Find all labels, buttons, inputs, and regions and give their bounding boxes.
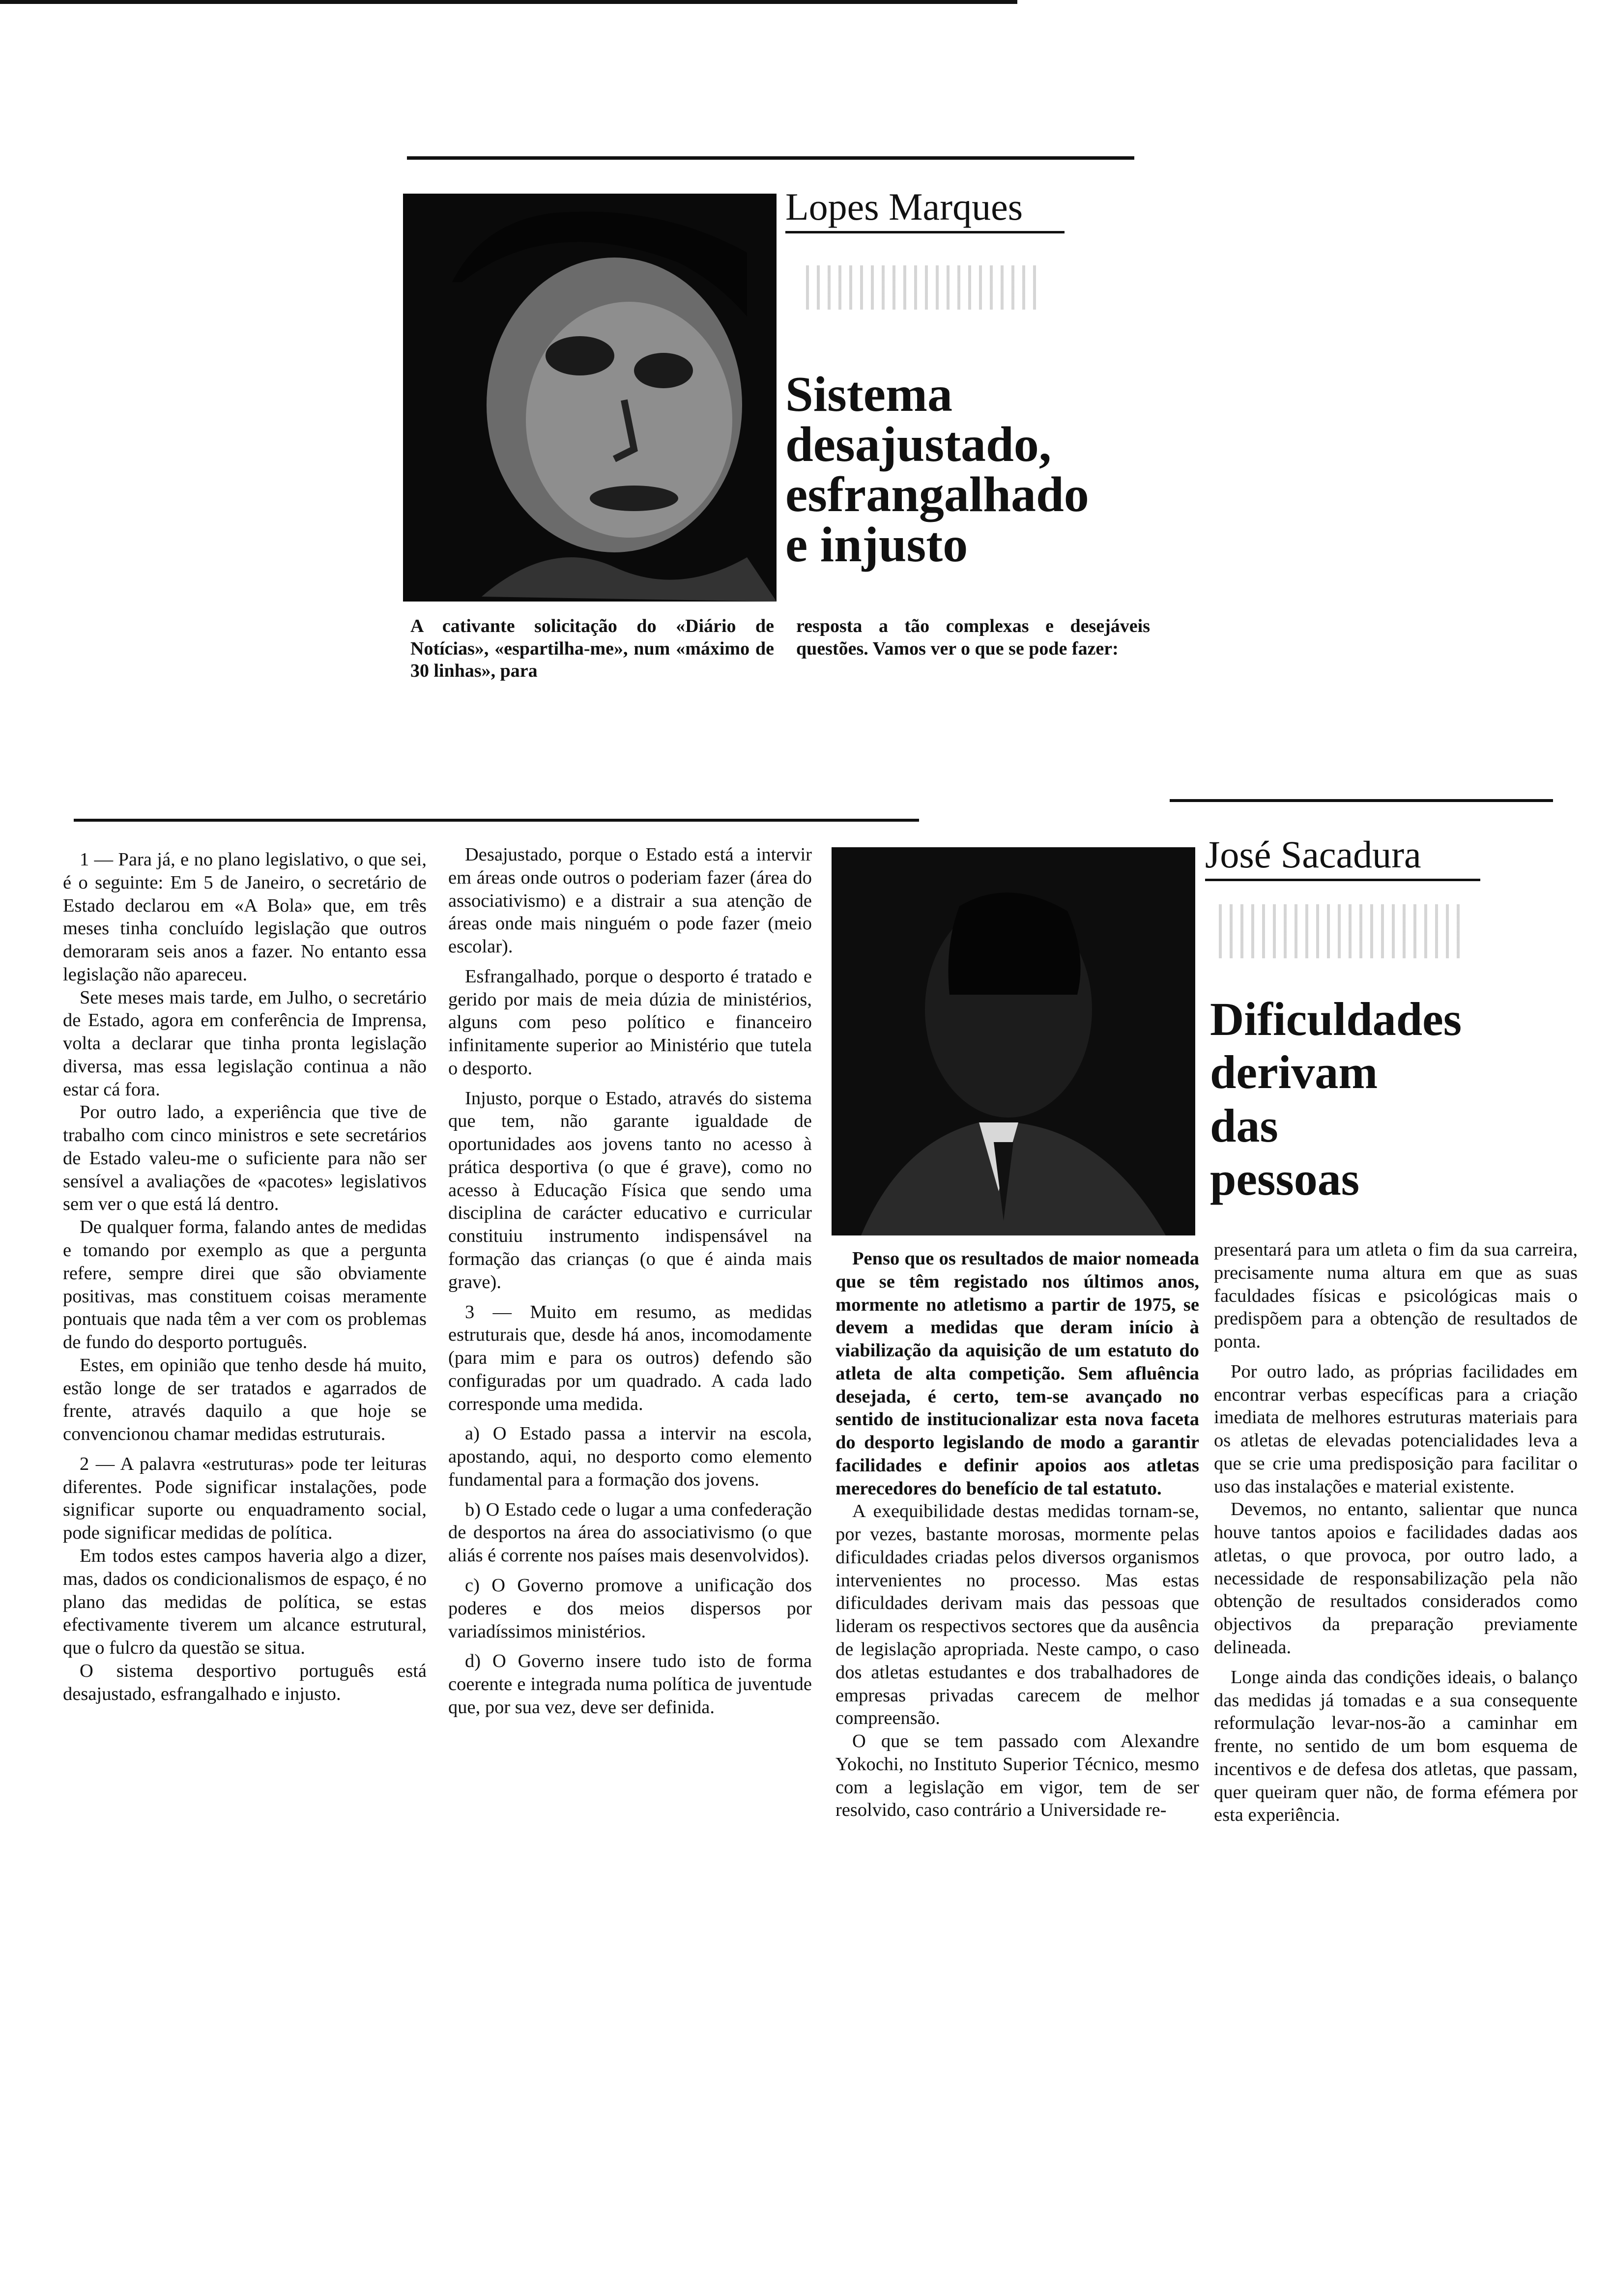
- right-headline-line: derivam: [1210, 1046, 1378, 1099]
- right-headline-line: Dificuldades: [1210, 993, 1462, 1045]
- paragraph: Sete meses mais tarde, em Julho, o secretário de Estado, agora em conferência de Imprensa, volta a declarar que tinha pronta legislação diversa, mas essa legislação continua a não estar cá fora.: [63, 987, 427, 1100]
- top-intro-left: A cativante solicitação do «Diário de Notícias», «espartilha-me», num «máximo de 30 linhas», para: [410, 616, 774, 682]
- lower-section-rule: [74, 819, 919, 822]
- top-author-name: Lopes Marques: [785, 185, 1023, 228]
- paragraph: Por outro lado, a experiência que tive de trabalho com cinco ministros e sete secretários de Estado valeu-me o suficiente para não ser sensível a avaliações de «pacotes» legislativos sem ver o que está lá dentro.: [63, 1102, 427, 1215]
- right-author-underline: [1205, 879, 1480, 881]
- paragraph: Estes, em opinião que tenho desde há muito, estão longe de ser tratados e agarrados de frente, através daquilo a que hoje se convencionou chamar medidas estruturais.: [63, 1354, 427, 1445]
- lopes-marques-photo: [403, 194, 777, 602]
- column-1: [63, 848, 427, 1705]
- right-headline-line: das: [1210, 1099, 1278, 1152]
- top-headline: [785, 367, 1089, 573]
- right-headline-line: pessoas: [1210, 1152, 1360, 1205]
- paragraph: c) O Governo promove a unificação dos poderes e dos meios dispersos por variadíssimos ministérios.: [448, 1575, 812, 1642]
- paragraph: De qualquer forma, falando antes de medidas e tomando por exemplo as que a pergunta refere, sempre direi que são obviamente positivas, mas constituem coisas meramente pontuais que nada têm a ver com os problemas de fundo do desporto português.: [63, 1217, 427, 1353]
- column-2: [448, 843, 812, 1719]
- top-headline-line: e injusto: [785, 517, 968, 573]
- top-headline-line: desajustado,: [785, 417, 1052, 472]
- paragraph: Por outro lado, as próprias facilidades em encontrar verbas específicas para a criação imediata de melhores estruturas materiais para os atletas de elevadas potencialidades leva a que se crie uma predisposição para facilitar o uso das instalações e material existente.: [1214, 1361, 1578, 1497]
- paragraph: Devemos, no entanto, salientar que nunca houve tantos apoios e facilidades dadas aos atletas, o que provoca, por outro lado, a necessidade de responsabilização pela não obtenção de resultados considerados como objectivos da preparação previamente delineada.: [1214, 1499, 1578, 1658]
- top-author-underline: [785, 231, 1065, 233]
- portrait-photo-icon: [832, 847, 1195, 1235]
- column-3: [835, 1247, 1199, 1822]
- paragraph: A exequibilidade destas medidas tornam-se, por vezes, bastante morosas, mormente pelas dificuldades criadas pelos diversos organismos intervenientes no processo. Mas estas dificuldades derivam mais das pessoas que lideram os respectivos sectores que da ausência de legislação apropriada. Neste campo, o caso dos atletas estudantes e dos trabalhadores de empresas privadas carecem de melhor compreensão.: [835, 1501, 1199, 1729]
- paragraph: presentará para um atleta o fim da sua carreira, precisamente numa altura em que as suas faculdades físicas e psicológicas mais o predispõem para a obtenção de resultados de ponta.: [1214, 1239, 1578, 1352]
- paragraph: Longe ainda das condições ideais, o balanço das medidas já tomadas e a sua consequente reformulação levar-nos-ão a caminhar em frente, no sentido de um bom esquema de incentivos e de defesa dos atletas, que passam, quer queiram quer não, de forma efémera por esta experiência.: [1214, 1666, 1578, 1826]
- top-headline-line: esfrangalhado: [785, 467, 1089, 522]
- top-intro-right: resposta a tão complexas e desejáveis questões. Vamos ver o que se pode fazer:: [796, 616, 1150, 659]
- right-author-name: José Sacadura: [1205, 833, 1421, 876]
- paragraph: O sistema desportivo português está desajustado, esfrangalhado e injusto.: [63, 1660, 427, 1704]
- faded-print-smudge: [806, 265, 1042, 310]
- paragraph: Em todos estes campos haveria algo a dizer, mas, dados os condicionalismos de espaço, é no plano das medidas de política, se estas efectivamente tiverem um alcance estrutural, que o fulcro da questão se situa.: [63, 1545, 427, 1659]
- paragraph: 2 — A palavra «estruturas» pode ter leituras diferentes. Pode significar instalações, pode significar suporte ou enquadramento social, pode significar medidas de política.: [63, 1453, 427, 1544]
- paragraph: Injusto, porque o Estado, através do sistema que tem, não garante igualdade de oportunidades aos jovens tanto no acesso à prática desportiva (o que é grave), como no acesso à Educação Física que sendo uma disciplina de carácter educativo e curricular constituiu instrumento indispensável na formação das crianças (o que é ainda mais grave).: [448, 1088, 812, 1292]
- right-section-rule: [1170, 799, 1553, 802]
- column-4: [1214, 1238, 1578, 1827]
- jose-sacadura-photo: [832, 847, 1195, 1235]
- paragraph: a) O Estado passa a intervir na escola, apostando, aqui, no desporto como elemento fundamental para a formação dos jovens.: [448, 1423, 812, 1490]
- paragraph: O que se tem passado com Alexandre Yokochi, no Instituto Superior Técnico, mesmo com a legislação em vigor, tem de ser resolvido, caso contrário a Universidade re-: [835, 1731, 1199, 1821]
- paragraph: 1 — Para já, e no plano legislativo, o que sei, é o seguinte: Em 5 de Janeiro, o secretário de Estado declarou em «A Bola» que, em três meses tinha concluído legislação que outros demoraram seis anos a fazer. No entanto essa legislação não apareceu.: [63, 849, 427, 985]
- paragraph: d) O Governo insere tudo isto de forma coerente e integrada numa política de juventude que, por sua vez, deve ser definida.: [448, 1651, 812, 1718]
- paragraph: Esfrangalhado, porque o desporto é tratado e gerido por mais de meia dúzia de ministérios, alguns com peso político e financeiro infinitamente superior ao Ministério que tutela o desporto.: [448, 966, 812, 1079]
- faded-print-smudge: [1219, 904, 1465, 958]
- portrait-photo-icon: [403, 194, 777, 602]
- paragraph: Desajustado, porque o Estado está a intervir em áreas onde outros o poderiam fazer (área do associativismo) e a distrair a sua atenção de áreas onde mais ninguém o pode fazer (meio escolar).: [448, 844, 812, 957]
- paragraph: Penso que os resultados de maior nomeada que se têm registado nos últimos anos, mormente no atletismo a partir de 1975, se devem a medidas que deram início à viabilização da aquisição de um estatuto do atleta de alta competição. Sem afluência desejada, é certo, tem-se avançado no sentido de institucionalizar esta nova faceta do desporto legislando de modo a garantir facilidades e definir apoios aos atletas merecedores do benefício de tal estatuto.: [835, 1248, 1199, 1499]
- right-headline: [1210, 993, 1462, 1206]
- scan-top-border: [0, 0, 1017, 4]
- top-headline-line: Sistema: [785, 367, 952, 422]
- paragraph: b) O Estado cede o lugar a uma confederação de desportos na área do associativismo (o que aliás é corrente nos países mais desenvolvidos).: [448, 1499, 812, 1566]
- top-article-rule: [407, 156, 1134, 160]
- paragraph: 3 — Muito em resumo, as medidas estruturais que, desde há anos, incomodamente (para mim e para os outros) defendo são configuradas por um quadrado. A cada lado corresponde uma medida.: [448, 1301, 812, 1414]
